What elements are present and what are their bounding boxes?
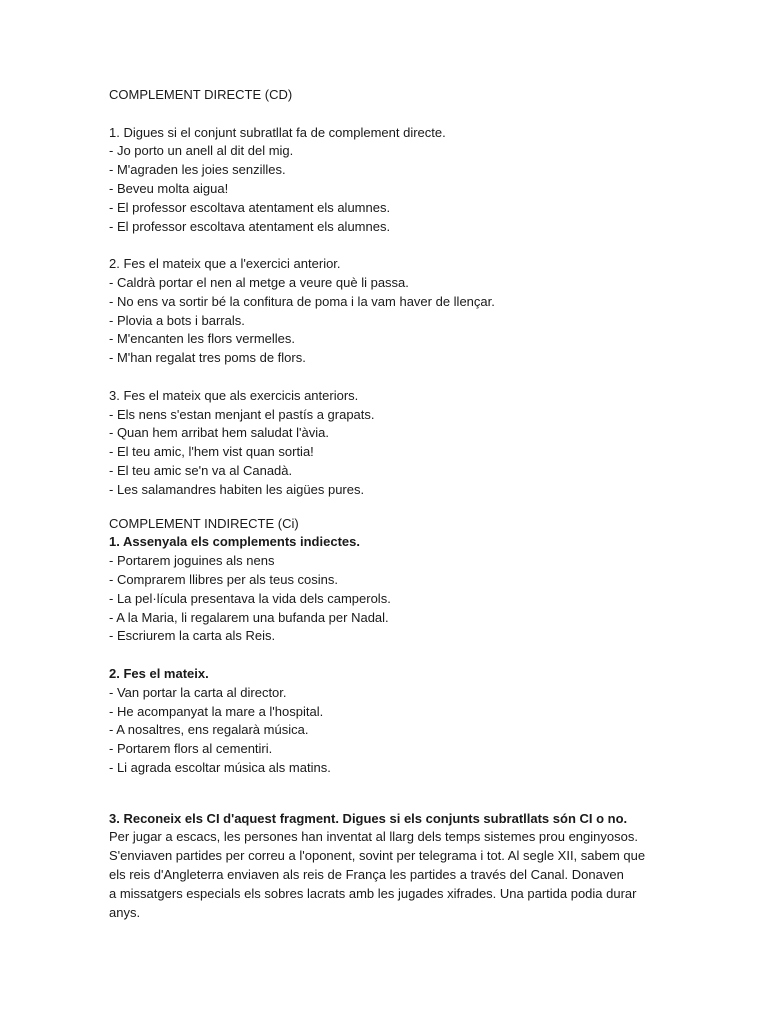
exercise-title: 1. Digues si el conjunt subratllat fa de complement directe.: [109, 124, 446, 140]
exercise-item: - El teu amic, l'hem vist quan sortia!: [109, 444, 314, 460]
exercise-title: 2. Fes el mateix.: [109, 665, 209, 681]
exercise-ci-2: [109, 665, 729, 778]
exercise-item: - El teu amic se'n va al Canadà.: [109, 462, 293, 478]
exercise-item: - M'encanten les flors vermelles.: [109, 331, 295, 347]
exercise-item: - Els nens s'estan menjant el pastís a grapats.: [109, 406, 375, 422]
exercise-item: - M'han regalat tres poms de flors.: [109, 350, 306, 366]
cd-section: [109, 86, 729, 105]
exercise-item: - La pel·lícula presentava la vida dels camperols.: [109, 590, 391, 606]
exercise-item: - Portarem joguines als nens: [109, 553, 275, 569]
exercise-item: - Les salamandres habiten les aigües pures.: [109, 481, 365, 497]
exercise-title: 2. Fes el mateix que a l'exercici anterior.: [109, 256, 341, 272]
fragment-line: S'enviaven partides per correu a l'oponent, sovint per telegrama i tot. Al segle XII, sabem que: [109, 848, 646, 864]
exercise-title: 1. Assenyala els complements indiectes.: [109, 534, 360, 550]
section-title-cd: COMPLEMENT DIRECTE (CD): [109, 87, 293, 102]
exercise-ci-1: [109, 533, 729, 646]
document-page: [109, 86, 729, 922]
exercise-item: - El professor escoltava atentament els alumnes.: [109, 218, 391, 234]
exercise-item: - M'agraden les joies senzilles.: [109, 162, 286, 178]
exercise-cd-3: [109, 387, 729, 500]
ci-section: [109, 515, 729, 534]
exercise-ci-3: [109, 810, 729, 923]
exercise-cd-1: [109, 124, 729, 237]
exercise-item: - A la Maria, li regalarem una bufanda per Nadal.: [109, 609, 389, 625]
fragment-line: els reis d'Angleterra enviaven als reis de França les partides a través del Canal. Donaven: [109, 867, 624, 883]
exercise-item: - Portarem flors al cementiri.: [109, 741, 273, 757]
exercise-item: - Li agrada escoltar música als matins.: [109, 759, 331, 775]
exercise-title: 3. Fes el mateix que als exercicis anteriors.: [109, 387, 359, 403]
exercise-item: - Quan hem arribat hem saludat l'àvia.: [109, 425, 329, 441]
exercise-item: - El professor escoltava atentament els alumnes.: [109, 199, 391, 215]
exercise-item: - He acompanyat la mare a l'hospital.: [109, 703, 324, 719]
exercise-item: - Beveu molta aigua!: [109, 180, 229, 196]
exercise-item: - Jo porto un anell al dit del mig.: [109, 143, 294, 159]
exercise-item: - Plovia a bots i barrals.: [109, 312, 245, 328]
fragment-line: a missatgers especials els sobres lacrats amb les jugades xifrades. Una partida podia durar: [109, 885, 637, 901]
exercise-item: - Comprarem llibres per als teus cosins.: [109, 571, 339, 587]
fragment-line: anys.: [109, 904, 141, 920]
exercise-title: 3. Reconeix els CI d'aquest fragment. Digues si els conjunts subratllats són CI o no.: [109, 810, 628, 826]
exercise-item: - Caldrà portar el nen al metge a veure què li passa.: [109, 274, 409, 290]
exercise-item: - No ens va sortir bé la confitura de poma i la vam haver de llençar.: [109, 293, 495, 309]
exercise-item: - A nosaltres, ens regalarà música.: [109, 722, 309, 738]
exercise-cd-2: [109, 255, 729, 368]
exercise-item: - Van portar la carta al director.: [109, 684, 287, 700]
fragment-line: Per jugar a escacs, les persones han inventat al llarg dels temps sistemes prou enginyosos.: [109, 829, 638, 845]
exercise-item: - Escriurem la carta als Reis.: [109, 628, 276, 644]
section-title-ci: COMPLEMENT INDIRECTE (Ci): [109, 515, 299, 531]
